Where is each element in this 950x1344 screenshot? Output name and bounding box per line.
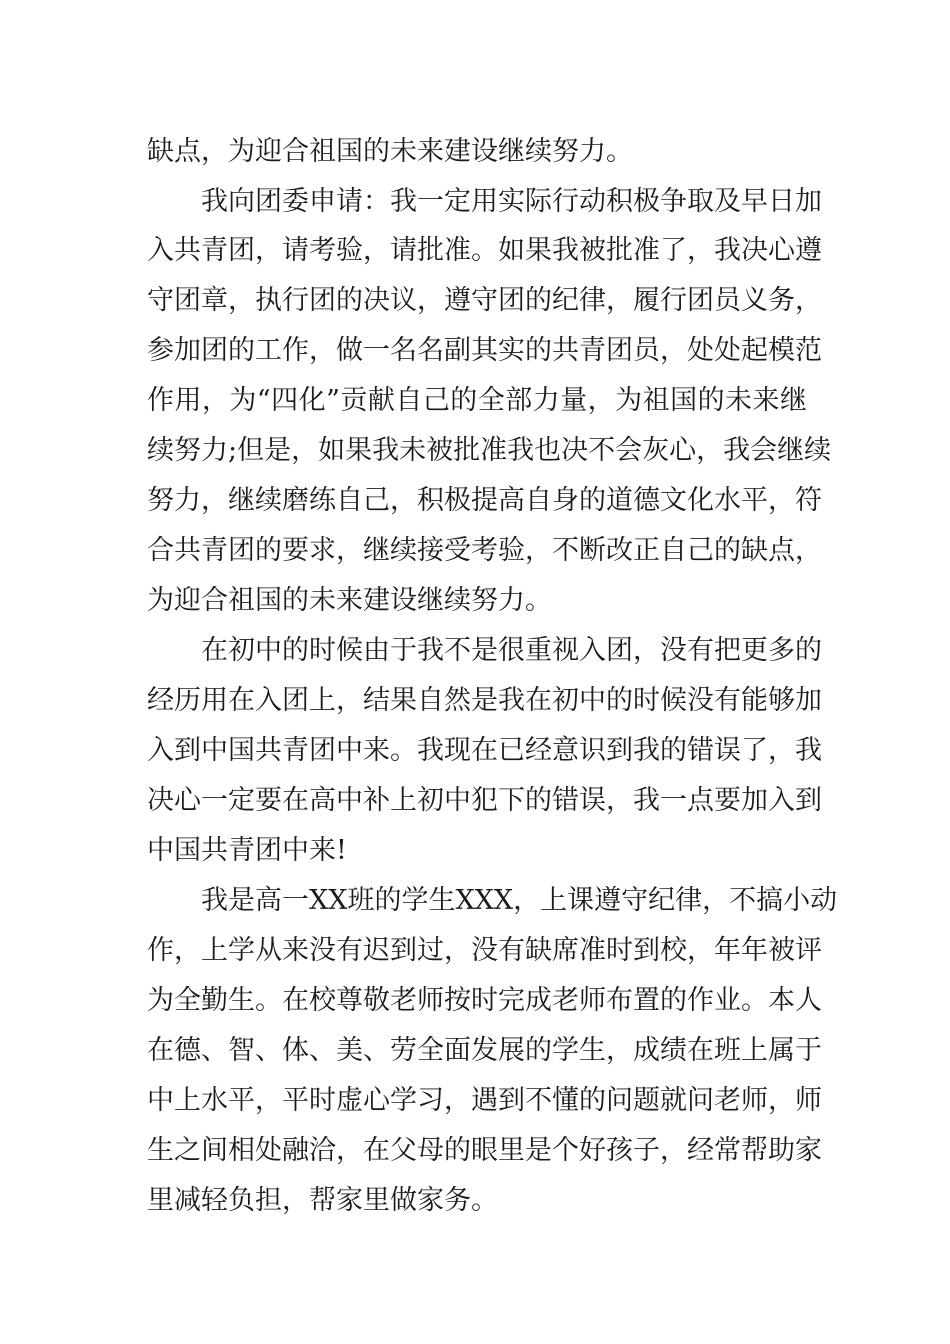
paragraph-3-line-1: 在初中的时候由于我不是很重视入团，没有把更多的 [201, 635, 822, 666]
paragraph-2-line-7: 努力，继续磨练自己，积极提高自身的道德文化水平，符 [147, 485, 822, 516]
paragraph-3-line-2: 经历用在入团上，结果自然是我在初中的时候没有能够加 [147, 685, 822, 716]
paragraph-3-line-5: 中国共青团中来! [147, 835, 347, 866]
paragraph-2-line-1: 我向团委申请：我一定用实际行动积极争取及早日加 [201, 186, 822, 217]
paragraph-2-line-4: 参加团的工作，做一名名副其实的共青团员，处处起模范 [147, 335, 822, 366]
paragraph-4-line-6: 生之间相处融洽，在父母的眼里是个好孩子，经常帮助家 [147, 1135, 822, 1166]
paragraph-2-line-3: 守团章，执行团的决议，遵守团的纪律，履行团员义务， [147, 285, 822, 316]
paragraph-2-line-8: 合共青团的要求，继续接受考验，不断改正自己的缺点， [147, 535, 822, 566]
paragraph-2-line-2: 入共青团，请考验，请批准。如果我被批准了，我决心遵 [147, 235, 822, 266]
paragraph-2-line-5: 作用，为“四化”贡献自己的全部力量，为祖国的未来继 [147, 385, 807, 416]
paragraph-4-line-7: 里减轻负担，帮家里做家务。 [147, 1185, 498, 1216]
paragraph-4-line-2: 作，上学从来没有迟到过，没有缺席准时到校，年年被评 [147, 935, 822, 966]
paragraph-4-line-4: 在德、智、体、美、劳全面发展的学生，成绩在班上属于 [147, 1035, 822, 1066]
paragraph-4-line-3: 为全勤生。在校尊敬老师按时完成老师布置的作业。本人 [147, 985, 822, 1016]
paragraph-2-line-9: 为迎合祖国的未来建设继续努力。 [147, 585, 552, 616]
paragraph-1-line-1: 缺点，为迎合祖国的未来建设继续努力。 [147, 136, 633, 167]
paragraph-4-line-5: 中上水平，平时虚心学习，遇到不懂的问题就问老师，师 [147, 1085, 822, 1116]
paragraph-2-line-6: 续努力;但是，如果我未被批准我也决不会灰心，我会继续 [147, 435, 832, 466]
paragraph-3-line-4: 决心一定要在高中补上初中犯下的错误，我一点要加入到 [147, 785, 822, 816]
paragraph-3-line-3: 入到中国共青团中来。我现在已经意识到我的错误了，我 [147, 735, 822, 766]
paragraph-4-line-1: 我是高一XX班的学生XXX，上课遵守纪律，不搞小动 [201, 885, 838, 916]
